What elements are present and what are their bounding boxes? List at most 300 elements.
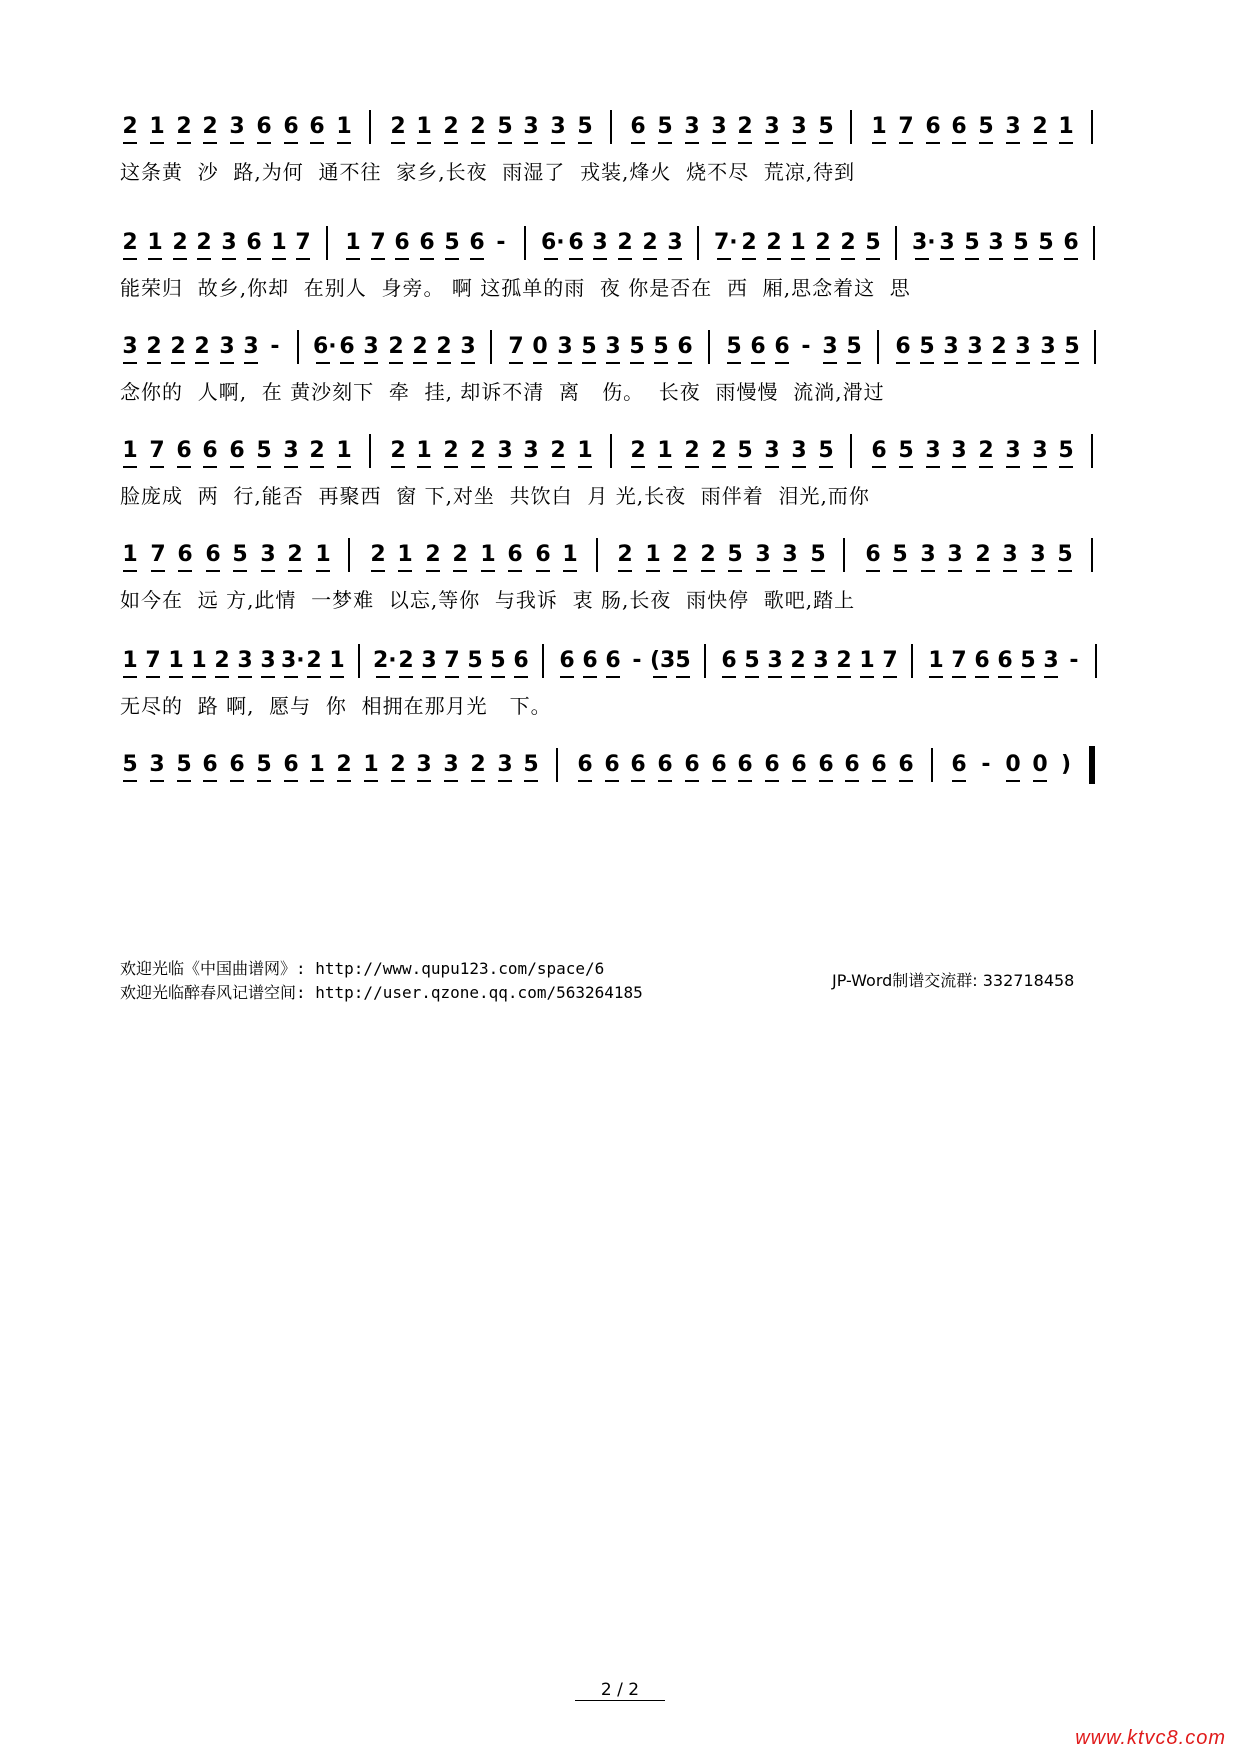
note: 6 — [630, 114, 646, 139]
note: 6 — [604, 752, 620, 777]
underline-beam — [578, 780, 592, 782]
underline-beam — [437, 362, 451, 364]
underline-beam — [445, 258, 459, 260]
barline — [369, 110, 371, 144]
note: 5 — [744, 648, 760, 673]
underline-beam — [150, 466, 164, 468]
underline-beam — [658, 142, 672, 144]
note: 2 — [443, 438, 459, 463]
footer-link-qupu[interactable]: 欢迎光临《中国曲谱网》: http://www.qupu123.com/space/6 — [120, 959, 605, 978]
underline-beam — [399, 676, 413, 678]
note: 6 — [394, 230, 410, 255]
underline-beam — [340, 362, 354, 364]
note: 7 — [370, 230, 386, 255]
notes-row — [120, 426, 1120, 486]
page-number — [0, 1680, 1240, 1700]
note: 3 — [443, 752, 459, 777]
note: 1 — [416, 114, 432, 139]
underline-beam — [727, 362, 741, 364]
note: 6 — [256, 114, 272, 139]
underline-beam — [230, 466, 244, 468]
underline-beam — [643, 258, 657, 260]
underline-beam — [296, 258, 310, 260]
footer-group-info: JP-Word制谱交流群: 332718458 — [832, 971, 1075, 990]
barline — [596, 538, 598, 572]
note: 6 — [895, 334, 911, 359]
underline-beam — [453, 570, 467, 572]
underline-beam — [177, 142, 191, 144]
underline-beam — [444, 466, 458, 468]
note: 7 — [444, 648, 460, 673]
underline-beam — [257, 466, 271, 468]
note: 6· — [313, 334, 337, 359]
underline-beam — [921, 570, 935, 572]
underline-beam — [819, 142, 833, 144]
note: 1 — [657, 438, 673, 463]
note: 2 — [390, 752, 406, 777]
note: 1 — [363, 752, 379, 777]
note: 3 — [229, 114, 245, 139]
underline-beam — [792, 142, 806, 144]
note: 6 — [419, 230, 435, 255]
underline-beam — [261, 676, 275, 678]
underline-beam — [738, 780, 752, 782]
barline — [610, 434, 612, 468]
note: 1 — [336, 438, 352, 463]
underline-beam — [215, 676, 229, 678]
note: 1 — [122, 648, 138, 673]
note: 2 — [425, 542, 441, 567]
note: 1 — [416, 438, 432, 463]
note: 7 — [898, 114, 914, 139]
underline-beam — [398, 570, 412, 572]
underline-beam — [444, 142, 458, 144]
note: 5 — [444, 230, 460, 255]
underline-beam — [765, 142, 779, 144]
note: 5 — [818, 114, 834, 139]
note: 3 — [791, 114, 807, 139]
underline-beam — [536, 570, 550, 572]
note: 3 — [1005, 114, 1021, 139]
note: 5 — [846, 334, 862, 359]
underline-beam — [560, 676, 574, 678]
underline-beam — [944, 362, 958, 364]
note: 6 — [711, 752, 727, 777]
note: 3 — [416, 752, 432, 777]
underline-beam — [1059, 142, 1073, 144]
note: 5 — [256, 752, 272, 777]
underline-beam — [1058, 570, 1072, 572]
underline-beam — [481, 570, 495, 572]
underline-beam — [178, 570, 192, 572]
note: 3 — [219, 334, 235, 359]
underline-beam — [989, 258, 1003, 260]
underline-beam — [150, 780, 164, 782]
underline-beam — [582, 362, 596, 364]
note: 1 — [191, 648, 207, 673]
note: 3 — [920, 542, 936, 567]
note: - — [632, 648, 642, 673]
underline-beam — [767, 258, 781, 260]
underline-beam — [346, 258, 360, 260]
note: 6 — [657, 752, 673, 777]
underline-beam — [524, 142, 538, 144]
note: 5 — [726, 334, 742, 359]
underline-beam — [498, 142, 512, 144]
note: 6 — [202, 438, 218, 463]
underline-beam — [872, 780, 886, 782]
underline-beam — [685, 142, 699, 144]
underline-beam — [230, 142, 244, 144]
note: 3 — [497, 438, 513, 463]
underline-beam — [646, 570, 660, 572]
lyric-row: 如今在 远 方,此情 一梦难 以忘,等你 与我诉 衷 肠,长夜 雨快停 歌吧,踏上 — [120, 588, 856, 612]
note: 6 — [229, 438, 245, 463]
underline-beam — [569, 258, 583, 260]
underline-beam — [444, 780, 458, 782]
underline-beam — [461, 362, 475, 364]
lyric-row: 无尽的 路 啊, 愿与 你 相拥在那月光 下。 — [120, 694, 552, 718]
underline-beam — [883, 676, 897, 678]
notes-row — [120, 218, 1120, 278]
underline-beam — [792, 466, 806, 468]
note: 2 — [146, 334, 162, 359]
underline-beam — [257, 142, 271, 144]
note: 3 — [1030, 542, 1046, 567]
note: 1 — [149, 114, 165, 139]
underline-beam — [1006, 780, 1020, 782]
barline — [369, 434, 371, 468]
barline — [911, 644, 913, 678]
note: 1 — [315, 542, 331, 567]
note: 2 — [470, 438, 486, 463]
note: 2 — [436, 334, 452, 359]
note: 2 — [443, 114, 459, 139]
note: 7 — [951, 648, 967, 673]
lyric-row: 脸庞成 两 行,能否 再聚西 窗 下,对坐 共饮白 月 光,长夜 雨伴着 泪光,而你 — [120, 484, 870, 508]
underline-beam — [233, 570, 247, 572]
underline-beam — [866, 570, 880, 572]
note: 2 — [741, 230, 757, 255]
note: 3 — [967, 334, 983, 359]
underline-beam — [738, 142, 752, 144]
note: 3 — [592, 230, 608, 255]
underline-beam — [845, 780, 859, 782]
note: 2 — [815, 230, 831, 255]
underline-beam — [222, 258, 236, 260]
barline — [297, 330, 299, 364]
underline-beam — [337, 780, 351, 782]
note: 2 — [672, 542, 688, 567]
underline-beam — [551, 466, 565, 468]
note: 6 — [997, 648, 1013, 673]
barline — [524, 226, 526, 260]
barline — [850, 110, 852, 144]
note: 6 — [176, 438, 192, 463]
note: 6 — [791, 752, 807, 777]
note: 3 — [523, 114, 539, 139]
notes-row — [120, 636, 1120, 696]
underline-beam — [712, 780, 726, 782]
note: 3 — [237, 648, 253, 673]
underline-beam — [915, 258, 929, 260]
underline-beam — [1021, 676, 1035, 678]
note: 6 — [898, 752, 914, 777]
note: 5 — [657, 114, 673, 139]
underline-beam — [654, 362, 668, 364]
note: 1 — [1058, 114, 1074, 139]
barline — [490, 330, 492, 364]
underline-beam — [197, 258, 211, 260]
underline-beam — [756, 570, 770, 572]
underline-beam — [841, 258, 855, 260]
underline-beam — [413, 362, 427, 364]
underline-beam — [899, 142, 913, 144]
note: 6 — [1063, 230, 1079, 255]
note: 5 — [865, 230, 881, 255]
underline-beam — [899, 466, 913, 468]
note: 5 — [1020, 648, 1036, 673]
note: ) — [1060, 752, 1072, 777]
note: 2 — [390, 114, 406, 139]
underline-beam — [860, 676, 874, 678]
note: 6 — [513, 648, 529, 673]
note: 6 — [737, 752, 753, 777]
underline-beam — [284, 466, 298, 468]
note: 5 — [653, 334, 669, 359]
note: 6 — [507, 542, 523, 567]
note: 3 — [363, 334, 379, 359]
underline-beam — [899, 780, 913, 782]
note: 6 — [283, 114, 299, 139]
barline — [348, 538, 350, 572]
notes-row — [120, 322, 1120, 382]
underline-beam — [468, 676, 482, 678]
underline-beam — [371, 570, 385, 572]
note: 1 — [790, 230, 806, 255]
underline-beam — [471, 466, 485, 468]
underline-beam — [498, 466, 512, 468]
underline-beam — [847, 362, 861, 364]
underline-beam — [337, 466, 351, 468]
underline-beam — [1041, 362, 1055, 364]
note: 2 — [172, 230, 188, 255]
barline — [843, 538, 845, 572]
note: 5 — [497, 114, 513, 139]
note: 5 — [490, 648, 506, 673]
barline — [708, 330, 710, 364]
underline-beam — [630, 362, 644, 364]
note: 6 — [605, 648, 621, 673]
note: 6 — [339, 334, 355, 359]
note: 1 — [397, 542, 413, 567]
note: 6 — [177, 542, 193, 567]
underline-beam — [337, 142, 351, 144]
barline — [358, 644, 360, 678]
note: 2 — [630, 438, 646, 463]
note: 2 — [170, 334, 186, 359]
note: 6 — [535, 542, 551, 567]
underline-beam — [1059, 466, 1073, 468]
underline-beam — [364, 780, 378, 782]
underline-beam — [247, 258, 261, 260]
page-number-text: 2 / 2 — [575, 1680, 665, 1701]
underline-beam — [872, 142, 886, 144]
underline-beam — [893, 570, 907, 572]
final-barline — [1089, 746, 1095, 784]
underline-beam — [364, 362, 378, 364]
underline-beam — [230, 780, 244, 782]
site-watermark: www.ktvc8.com — [1075, 1727, 1226, 1749]
underline-beam — [1016, 362, 1030, 364]
note: 5 — [523, 752, 539, 777]
note: 2 — [370, 542, 386, 567]
underline-beam — [768, 676, 782, 678]
underline-beam — [578, 466, 592, 468]
underline-beam — [524, 780, 538, 782]
note: 2 — [336, 752, 352, 777]
underline-beam — [791, 258, 805, 260]
underline-beam — [926, 466, 940, 468]
underline-beam — [811, 570, 825, 572]
note: 2 — [836, 648, 852, 673]
underline-beam — [583, 676, 597, 678]
note: 6 — [865, 542, 881, 567]
note: 0 — [1005, 752, 1021, 777]
note: 5 — [818, 438, 834, 463]
underline-beam — [819, 780, 833, 782]
note: 5 — [176, 752, 192, 777]
underline-beam — [866, 258, 880, 260]
note: 3 — [557, 334, 573, 359]
underline-beam — [426, 570, 440, 572]
note: 6 — [202, 752, 218, 777]
note: - — [270, 334, 280, 359]
note: 5 — [1064, 334, 1080, 359]
underline-beam — [316, 570, 330, 572]
underline-beam — [123, 258, 137, 260]
note: 6 — [469, 230, 485, 255]
note: 7 — [145, 648, 161, 673]
note: 6 — [974, 648, 990, 673]
underline-beam — [896, 362, 910, 364]
note: 5 — [1058, 438, 1074, 463]
underline-beam — [147, 362, 161, 364]
notes-row — [120, 530, 1120, 590]
barline — [931, 748, 933, 782]
underline-beam — [470, 258, 484, 260]
barline — [1091, 434, 1093, 468]
note: 6 — [925, 114, 941, 139]
underline-beam — [395, 258, 409, 260]
underline-beam — [765, 780, 779, 782]
underline-beam — [417, 142, 431, 144]
underline-beam — [712, 466, 726, 468]
underline-beam — [631, 780, 645, 782]
note: - — [496, 230, 506, 255]
note: 6 — [205, 542, 221, 567]
note: 1 — [645, 542, 661, 567]
underline-beam — [975, 676, 989, 678]
note: 0 — [532, 334, 548, 359]
underline-beam — [420, 258, 434, 260]
note: 6 — [677, 334, 693, 359]
note: 6 — [871, 438, 887, 463]
underline-beam — [728, 570, 742, 572]
note: 3 — [667, 230, 683, 255]
note: 6 — [283, 752, 299, 777]
note: 3 — [1043, 648, 1059, 673]
barline — [697, 226, 699, 260]
note: 2 — [202, 114, 218, 139]
underline-beam — [775, 362, 789, 364]
underline-beam — [1065, 362, 1079, 364]
note: 2 — [452, 542, 468, 567]
note: 3· — [912, 230, 936, 255]
underline-beam — [1033, 466, 1047, 468]
underline-beam — [422, 676, 436, 678]
underline-beam — [498, 780, 512, 782]
underline-beam — [1033, 780, 1047, 782]
footer-link-qzone[interactable]: 欢迎光临醉春风记谱空间: http://user.qzone.qq.com/563264185 — [120, 983, 643, 1002]
note: 2 — [390, 438, 406, 463]
note: 2· — [373, 648, 397, 673]
note: 3 — [421, 648, 437, 673]
underline-beam — [979, 142, 993, 144]
note: 3 — [764, 438, 780, 463]
note: 6 — [630, 752, 646, 777]
lyric-row: 这条黄 沙 路,为何 通不往 家乡,长夜 雨湿了 戎装,烽火 烧不尽 荒凉,待到 — [120, 160, 856, 184]
underline-beam — [150, 142, 164, 144]
note: 1 — [480, 542, 496, 567]
note: 2 — [766, 230, 782, 255]
underline-beam — [391, 780, 405, 782]
barline — [556, 748, 558, 782]
underline-beam — [593, 258, 607, 260]
underline-beam — [678, 362, 692, 364]
note: 2 — [388, 334, 404, 359]
note: 6 — [721, 648, 737, 673]
note: 3 — [260, 542, 276, 567]
underline-beam — [171, 362, 185, 364]
note: 7 — [882, 648, 898, 673]
underline-beam — [123, 142, 137, 144]
underline-beam — [952, 676, 966, 678]
underline-beam — [1006, 466, 1020, 468]
underline-beam — [177, 466, 191, 468]
underline-beam — [169, 676, 183, 678]
underline-beam — [471, 780, 485, 782]
note: 5 — [577, 114, 593, 139]
barline — [1094, 330, 1096, 364]
note: 1 — [345, 230, 361, 255]
underline-beam — [685, 466, 699, 468]
note: 6 — [774, 334, 790, 359]
note: 6 — [871, 752, 887, 777]
underline-beam — [558, 362, 572, 364]
note: 2 — [840, 230, 856, 255]
underline-beam — [417, 466, 431, 468]
note: 2 — [470, 752, 486, 777]
note: 1 — [168, 648, 184, 673]
note: 3 — [1032, 438, 1048, 463]
note: 7· — [714, 230, 738, 255]
note: 1 — [577, 438, 593, 463]
note: 3 — [813, 648, 829, 673]
underline-beam — [563, 570, 577, 572]
underline-beam — [631, 466, 645, 468]
underline-beam — [220, 362, 234, 364]
